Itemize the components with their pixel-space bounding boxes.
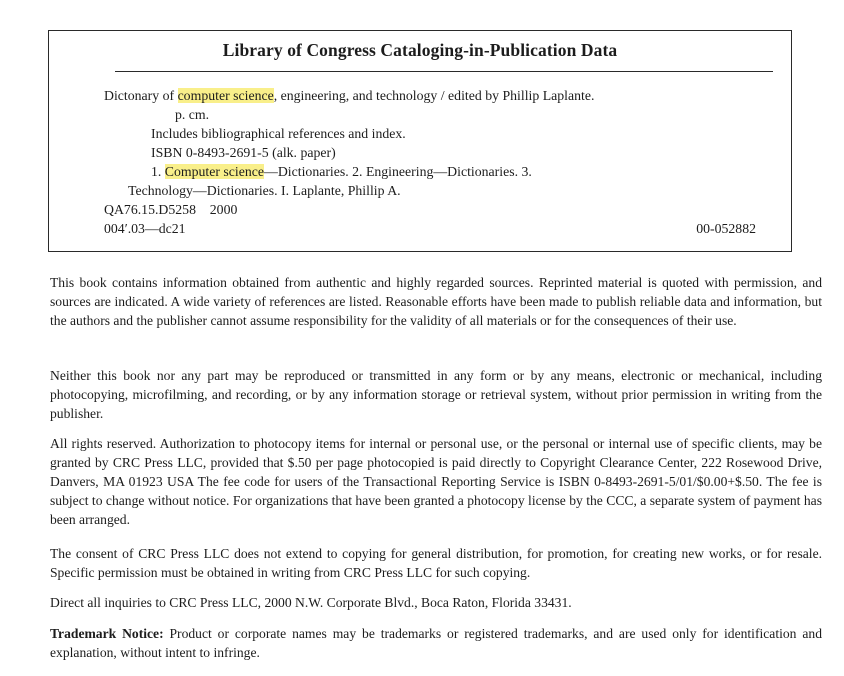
cip-dewey-number: 004′.03—dc21 bbox=[104, 221, 186, 236]
cip-title: Library of Congress Cataloging-in-Publication Data bbox=[222, 40, 618, 60]
trademark-text: Product or corporate names may be trademarks or registered trademarks, and are used only for identification and explanation, without intent to infringe. bbox=[50, 626, 822, 660]
trademark-notice bbox=[50, 624, 822, 662]
search-highlight: Computer science bbox=[164, 164, 265, 179]
cip-lccn: 00-052882 bbox=[696, 221, 756, 236]
cip-main-entry-prefix: Dictonary of bbox=[104, 88, 178, 103]
cip-isbn: ISBN 0-8493-2691-5 (alk. paper) bbox=[151, 145, 336, 160]
cip-divider bbox=[115, 71, 773, 72]
photocopy-paragraph: All rights reserved. Authorization to photocopy items for internal or personal use, or the personal or internal use of specific clients, may be granted by CRC Press LLC, provided that $.50 per page photocopied is paid directly to Copyright Clearance Center, 222 Rosewood Drive, Danvers, MA 01923 USA The fee code for users of the Transactional Reporting Service is ISBN 0-8493-2691-5/01/$0.00+$.50. The fee is subject to change without notice. For organizations that have been granted a photocopy license by the CCC, a separate system of payment has been arranged. bbox=[50, 436, 822, 527]
disclaimer-paragraph: This book contains information obtained from authentic and highly regarded sources. Reprinted material is quoted with permission, and sources are indicated. A wide variety of references are listed. Reasonable efforts have been made to publish reliable data and information, but the authors and the publisher cannot assume responsibility for the validity of all materials or for the consequences of their use. bbox=[50, 275, 822, 328]
cip-physical-description: p. cm. bbox=[175, 107, 210, 122]
reproduction-paragraph: Neither this book nor any part may be reproduced or transmitted in any form or by any means, electronic or mechanical, including photocopying, microfilming, and recording, or by any information storage or retrieval system, without prior permission in writing from the publisher. bbox=[50, 368, 822, 421]
consent-paragraph: The consent of CRC Press LLC does not extend to copying for general distribution, for promotion, for creating new works, or for resale. Specific permission must be obtained in writing from CRC Press LLC for such copying. bbox=[50, 546, 822, 580]
cip-subjects bbox=[151, 164, 532, 180]
cip-subjects-suffix: —Dictionaries. 2. Engineering—Dictionaries. 3. bbox=[264, 164, 532, 179]
cip-main-entry-suffix: , engineering, and technology / edited by Phillip Laplante. bbox=[273, 88, 595, 103]
cip-bibliography-note: Includes bibliographical references and index. bbox=[151, 126, 406, 141]
search-highlight: computer science bbox=[177, 88, 274, 103]
cip-subjects-continued: Technology—Dictionaries. I. Laplante, Phillip A. bbox=[128, 183, 401, 198]
cip-call-number: QA76.15.D5258 2000 bbox=[104, 202, 238, 217]
cip-subjects-prefix: 1. bbox=[151, 164, 165, 179]
cip-data-box bbox=[48, 30, 792, 252]
inquiries-paragraph: Direct all inquiries to CRC Press LLC, 2000 N.W. Corporate Blvd., Boca Raton, Florida 33431. bbox=[50, 595, 572, 610]
cip-main-entry bbox=[104, 88, 594, 104]
trademark-label: Trademark Notice: bbox=[50, 626, 164, 641]
